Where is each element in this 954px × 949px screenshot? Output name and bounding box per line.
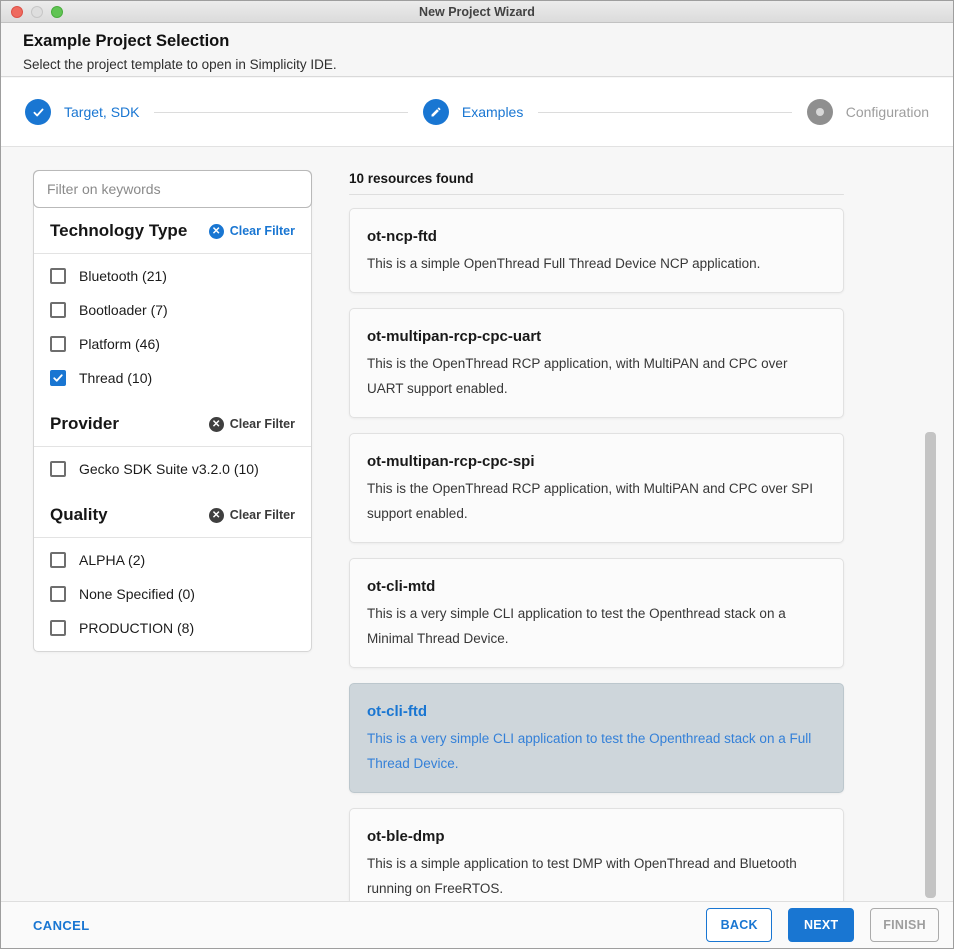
section-title: Provider bbox=[50, 414, 119, 433]
filter-option-thread[interactable]: Thread (10) bbox=[34, 361, 311, 395]
example-card-ot-ncp-ftd[interactable] bbox=[349, 208, 844, 293]
filter-section-quality bbox=[34, 492, 311, 538]
card-title: ot-cli-mtd bbox=[367, 578, 436, 595]
stepper-connector bbox=[154, 112, 407, 113]
technology-type-options bbox=[34, 254, 311, 401]
wizard-header bbox=[1, 23, 953, 77]
next-button[interactable]: NEXT bbox=[788, 908, 854, 942]
card-title: ot-multipan-rcp-cpc-spi bbox=[367, 453, 535, 470]
results-divider bbox=[349, 194, 844, 195]
clear-filter-button[interactable]: ✕ Clear Filter bbox=[209, 508, 295, 523]
page-subtitle: Select the project template to open in Simplicity IDE. bbox=[23, 57, 337, 72]
keyword-filter-input[interactable] bbox=[33, 170, 312, 208]
x-circle-icon: ✕ bbox=[209, 508, 224, 523]
card-description: This is the OpenThread RCP application, with MultiPAN and CPC over SPI support enabled. bbox=[367, 481, 813, 521]
section-title: Quality bbox=[50, 505, 108, 524]
example-card-ot-cli-mtd[interactable] bbox=[349, 558, 844, 668]
x-circle-icon: ✕ bbox=[209, 224, 224, 239]
check-icon bbox=[25, 99, 51, 125]
card-description: This is a simple application to test DMP with OpenThread and Bluetooth running on FreeRTOS. bbox=[367, 856, 797, 896]
checkbox-icon[interactable] bbox=[50, 552, 66, 568]
filter-option-bootloader[interactable]: Bootloader (7) bbox=[34, 293, 311, 327]
footer-buttons bbox=[706, 908, 939, 942]
titlebar bbox=[1, 1, 953, 23]
step-label: Examples bbox=[461, 104, 524, 120]
example-card-ot-multipan-rcp-cpc-spi[interactable] bbox=[349, 433, 844, 543]
quality-options bbox=[34, 538, 311, 651]
clear-filter-button[interactable]: ✕ Clear Filter bbox=[209, 417, 295, 432]
card-description: This is a very simple CLI application to test the Openthread stack on a Full Thread Device. bbox=[367, 731, 812, 771]
window-title: New Project Wizard bbox=[419, 5, 535, 19]
page-title: Example Project Selection bbox=[23, 32, 230, 50]
dot-icon bbox=[807, 99, 833, 125]
filter-option-platform[interactable]: Platform (46) bbox=[34, 327, 311, 361]
scrollbar-thumb[interactable] bbox=[925, 432, 936, 898]
checkbox-checked-icon[interactable] bbox=[50, 370, 66, 386]
step-label: Target, SDK bbox=[64, 104, 140, 120]
provider-options bbox=[34, 447, 311, 492]
wizard-content bbox=[1, 148, 953, 901]
step-label: Configuration bbox=[845, 104, 930, 120]
filter-section-provider bbox=[34, 401, 311, 447]
section-title: Technology Type bbox=[50, 221, 188, 240]
card-description: This is the OpenThread RCP application, with MultiPAN and CPC over UART support enabled. bbox=[367, 356, 788, 396]
wizard-footer bbox=[1, 901, 953, 948]
filter-section-technology-type bbox=[34, 208, 311, 254]
example-card-ot-multipan-rcp-cpc-uart[interactable] bbox=[349, 308, 844, 418]
filter-option-none-specified[interactable]: None Specified (0) bbox=[34, 577, 311, 611]
wizard-stepper bbox=[1, 78, 953, 147]
card-title: ot-cli-ftd bbox=[367, 703, 427, 720]
checkbox-icon[interactable] bbox=[50, 586, 66, 602]
filter-option-bluetooth[interactable]: Bluetooth (21) bbox=[34, 259, 311, 293]
edit-icon bbox=[423, 99, 449, 125]
checkbox-icon[interactable] bbox=[50, 461, 66, 477]
filter-option-gecko-sdk[interactable]: Gecko SDK Suite v3.2.0 (10) bbox=[34, 452, 311, 486]
example-list bbox=[349, 208, 844, 933]
checkbox-icon[interactable] bbox=[50, 302, 66, 318]
filter-option-production[interactable]: PRODUCTION (8) bbox=[34, 611, 311, 645]
card-title: ot-ble-dmp bbox=[367, 828, 445, 845]
card-description: This is a simple OpenThread Full Thread Device NCP application. bbox=[367, 256, 761, 271]
x-circle-icon: ✕ bbox=[209, 417, 224, 432]
finish-button[interactable]: FINISH bbox=[870, 908, 939, 942]
checkbox-icon[interactable] bbox=[50, 620, 66, 636]
back-button[interactable]: BACK bbox=[706, 908, 772, 942]
filter-panel bbox=[33, 170, 312, 652]
step-configuration bbox=[807, 99, 929, 125]
step-examples[interactable] bbox=[423, 99, 523, 125]
clear-filter-button[interactable]: ✕ Clear Filter bbox=[209, 224, 295, 239]
cancel-button[interactable]: CANCEL bbox=[33, 917, 90, 933]
results-count: 10 resources found bbox=[349, 171, 474, 186]
stepper-connector bbox=[538, 112, 791, 113]
checkbox-icon[interactable] bbox=[50, 268, 66, 284]
card-title: ot-ncp-ftd bbox=[367, 228, 437, 245]
checkbox-icon[interactable] bbox=[50, 336, 66, 352]
card-description: This is a very simple CLI application to test the Openthread stack on a Minimal Thread Device. bbox=[367, 606, 786, 646]
step-target-sdk[interactable] bbox=[25, 99, 139, 125]
card-title: ot-multipan-rcp-cpc-uart bbox=[367, 328, 542, 345]
filter-option-alpha[interactable]: ALPHA (2) bbox=[34, 543, 311, 577]
example-card-ot-cli-ftd-selected[interactable] bbox=[349, 683, 844, 793]
